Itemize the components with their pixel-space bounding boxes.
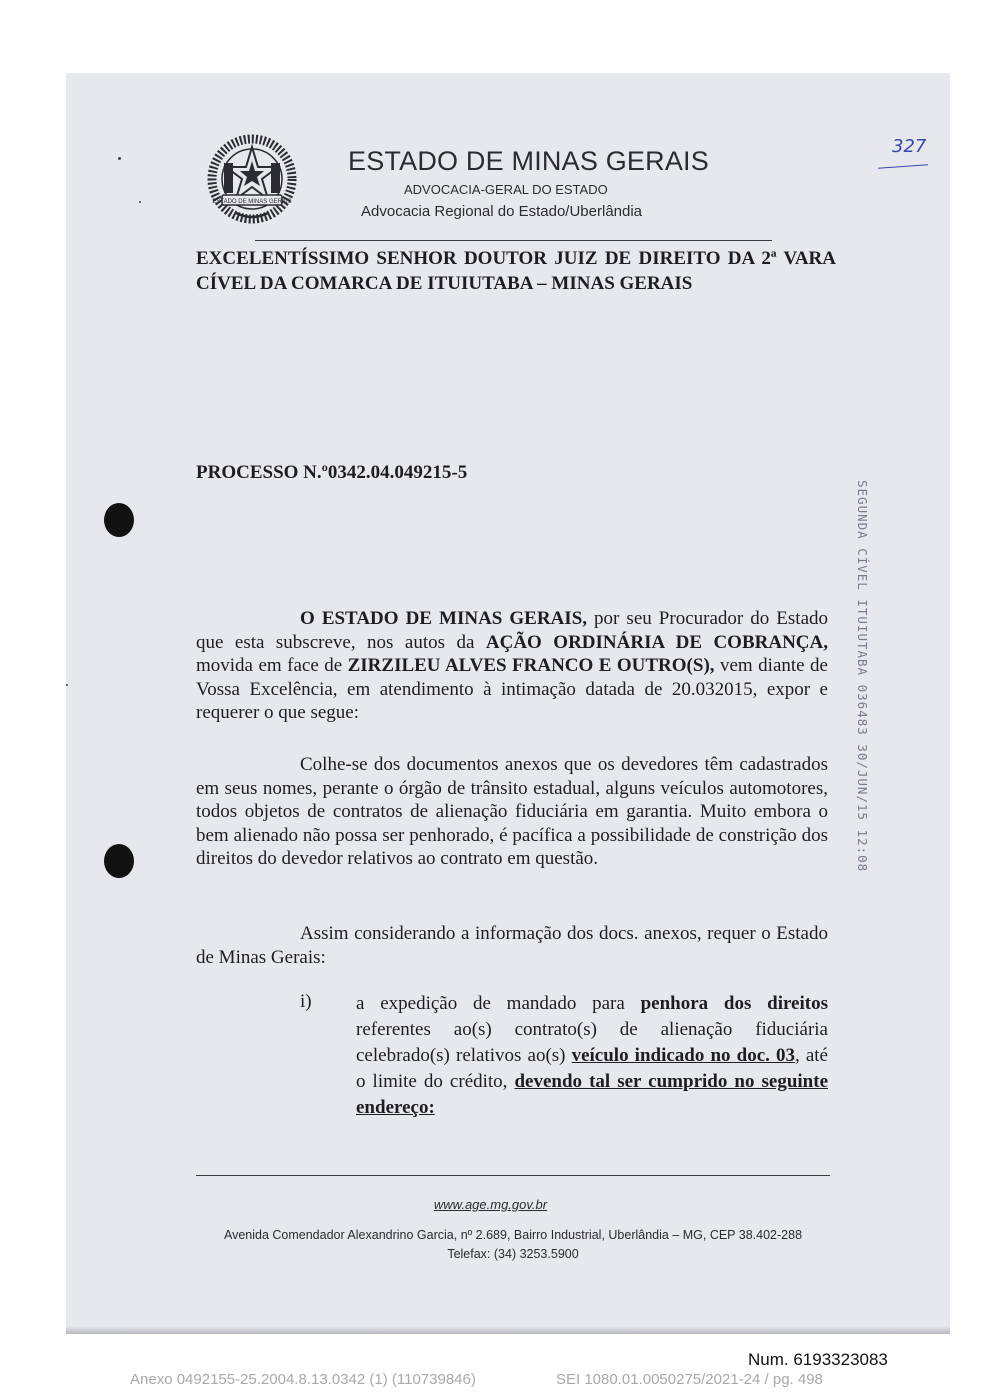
party-name: O ESTADO DE MINAS GERAIS, — [300, 608, 588, 629]
process-number: PROCESSO N.º0342.04.049215-5 — [196, 462, 468, 483]
addressee: EXCELENTÍSSIMO SENHOR DOUTOR JUIZ DE DIREITO DA 2ª VARA CÍVEL DA COMARCA DE ITUIUTABA – MINAS GERAIS — [196, 248, 836, 294]
paragraph-vehicles: Colhe-se dos documentos anexos que os devedores têm cadastrados em seus nomes, perante o órgão de trânsito estadual, alguns veículos automotores, todos objetos de contratos de alienação fiduciária em garantia. Muito embora o bem alienado não possa ser penhorado, é pacífica a possibilidade de constrição dos direitos do devedor relativos ao contrato em questão. — [196, 754, 828, 869]
header-title: ESTADO DE MINAS GERAIS — [348, 146, 709, 176]
footer-website-link[interactable]: www.age.mg.gov.br — [433, 1197, 548, 1212]
scan-speck — [66, 684, 68, 686]
seal-text: ESTADO DE MINAS GERAIS — [212, 199, 292, 205]
footer-phone: Telefax: (34) 3253.5900 — [447, 1247, 579, 1261]
punch-hole — [104, 503, 134, 537]
footer-address: Avenida Comendador Alexandrino Garcia, nº 2.689, Bairro Industrial, Uberlândia – MG, CEP 38.402-288 — [223, 1228, 803, 1242]
handwritten-page-number: 327 — [892, 136, 927, 157]
header-subtitle: ADVOCACIA-GERAL DO ESTADO — [404, 182, 608, 197]
annex-reference: Anexo 0492155-25.2004.8.13.0342 (1) (110739846) — [130, 1371, 476, 1388]
paragraph-intro: O ESTADO DE MINAS GERAIS, por seu Procurador do Estado que esta subscreve, nos autos da AÇÃO ORDINÁRIA DE COBRANÇA, movida em face de ZIRZILEU ALVES FRANCO E OUTRO(S), vem diante de Vossa Excelência, em atendimento à intimação datada de 20.032015, expor e requerer o que segue: — [196, 608, 829, 723]
list-item-marker: i) — [300, 991, 312, 1012]
header-divider — [255, 240, 772, 241]
action-name: AÇÃO ORDINÁRIA DE COBRANÇA, — [485, 631, 828, 653]
court-protocol-stamp: SEGUNDA CÍVEL ITUIUTABA 036483 30/JUN/15 12:08 — [855, 480, 870, 873]
paragraph-request: Assim considerando a informação dos docs. anexos, requer o Estado de Minas Gerais: — [196, 923, 828, 968]
defendant-name: ZIRZILEU ALVES FRANCO E OUTRO(S), — [347, 655, 715, 676]
page-edge-shadow — [66, 1326, 950, 1334]
footer-divider — [196, 1175, 830, 1176]
list-item: a expedição de mandado para penhora dos direitos referentes ao(s) contrato(s) de alienação fiduciária celebrado(s) relativos ao(s) veículo indicado no doc. 03, até o limite do crédito, devendo tal ser cumprido no seguinte endereço: — [356, 993, 828, 1118]
punch-hole — [104, 844, 134, 878]
scan-speck — [139, 201, 141, 203]
coat-of-arms-icon — [206, 133, 298, 225]
document-number: Num. 6193323083 — [748, 1350, 888, 1369]
scan-speck — [118, 157, 121, 160]
header-office: Advocacia Regional do Estado/Uberlândia — [361, 203, 643, 220]
sei-reference: SEI 1080.01.0050275/2021-24 / pg. 498 — [556, 1371, 823, 1388]
